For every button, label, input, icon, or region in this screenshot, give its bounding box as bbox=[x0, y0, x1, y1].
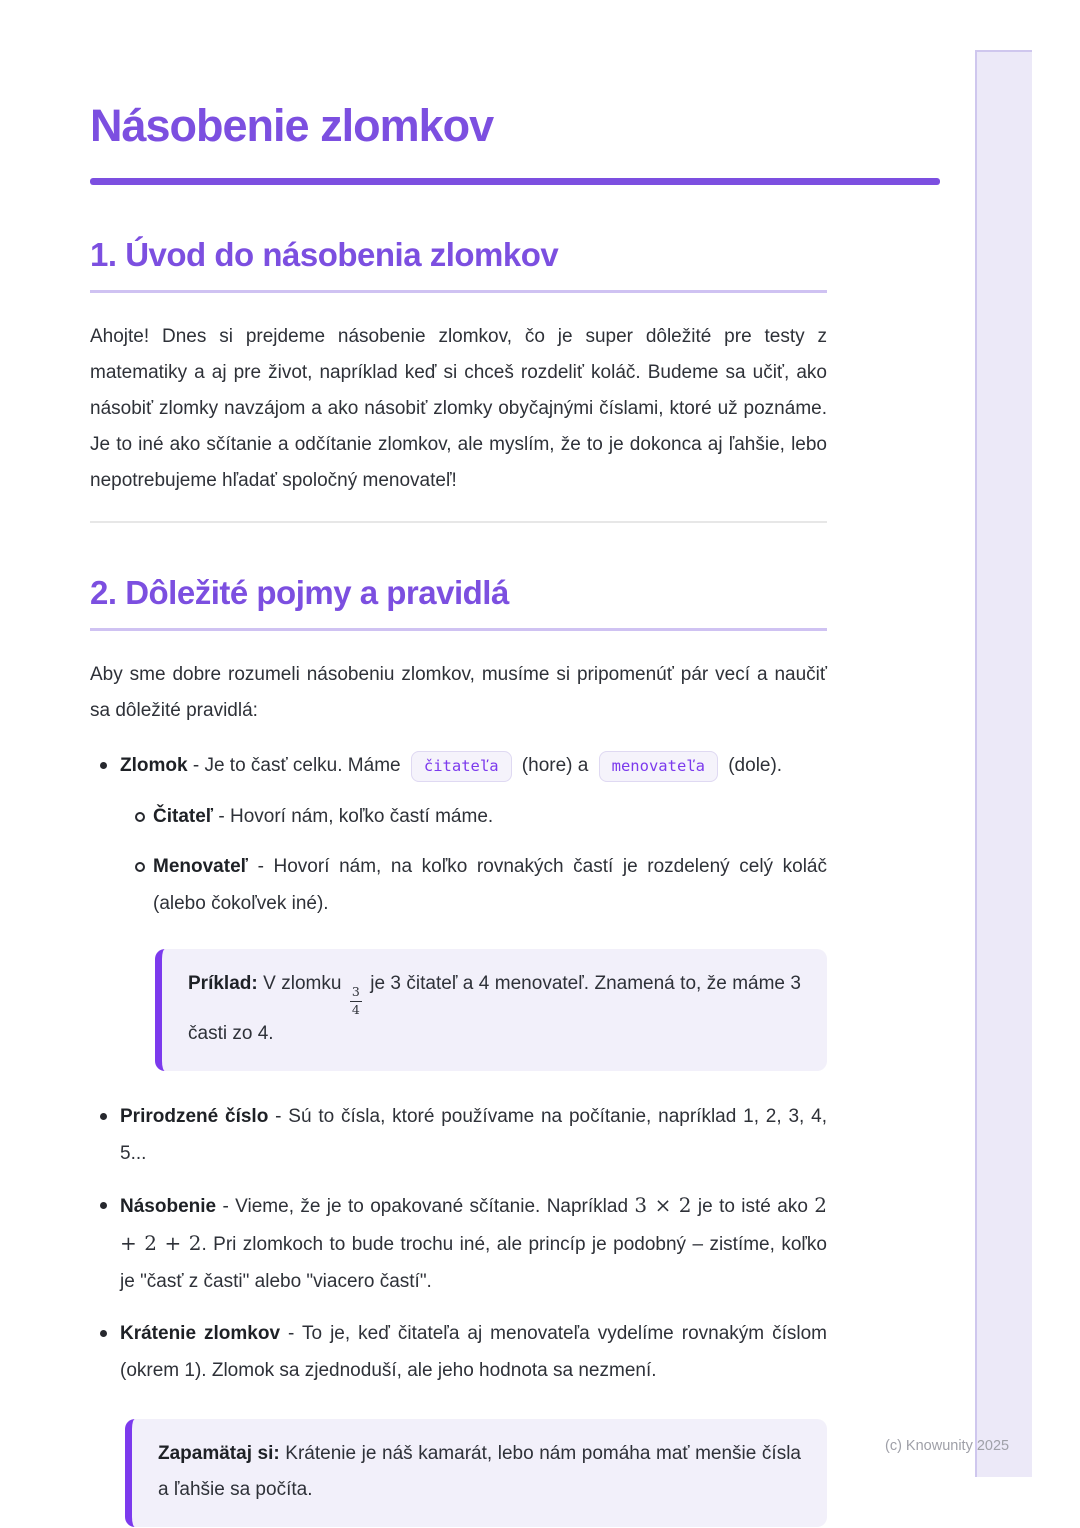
list-item-text: - Je to časť celku. Máme bbox=[187, 755, 406, 776]
callout-text: Krátenie je náš kamarát, lebo nám pomáha mať menšie čísla a ľahšie sa počíta. bbox=[158, 1443, 801, 1500]
title-rule bbox=[90, 178, 940, 185]
list-item-text: je to isté ako bbox=[691, 1196, 815, 1217]
term-prirodzene: Prirodzené číslo bbox=[120, 1106, 269, 1127]
list-item-zlomok bbox=[90, 747, 827, 785]
list-item-text: - Vieme, že je to opakované sčítanie. Napríklad bbox=[216, 1196, 635, 1217]
list-item-menovatel bbox=[90, 848, 827, 922]
term-kratenie: Krátenie zlomkov bbox=[120, 1323, 281, 1344]
section2-intro: Aby sme dobre rozumeli násobeniu zlomkov, musíme si pripomenúť pár vecí a naučiť sa dôležité pravidlá: bbox=[90, 664, 827, 721]
list-item-text: (hore) a bbox=[516, 755, 594, 776]
term-nasobenie: Násobenie bbox=[120, 1196, 217, 1217]
terms-list bbox=[90, 747, 827, 1389]
section1-heading: 1. Úvod do násobenia zlomkov bbox=[90, 235, 827, 293]
list-item-text: - Hovorí nám, na koľko rovnakých častí je rozdelený celý koláč (alebo čokoľvek iné). bbox=[153, 856, 827, 914]
page-title: Násobenie zlomkov bbox=[90, 100, 494, 151]
list-item-nasobenie bbox=[90, 1187, 827, 1300]
list-item-text: - Hovorí nám, koľko častí máme. bbox=[213, 806, 494, 827]
fraction-three-quarters bbox=[350, 986, 362, 1016]
callout-label: Príklad: bbox=[188, 973, 258, 994]
list-item-citatel bbox=[90, 798, 827, 835]
section-pojmy bbox=[90, 573, 827, 1527]
callout-zapamataj bbox=[125, 1419, 827, 1527]
fraction-denominator: 4 bbox=[351, 1001, 360, 1017]
term-zlomok: Zlomok bbox=[120, 755, 188, 776]
fraction-numerator: 3 bbox=[350, 986, 362, 1002]
section2-heading: 2. Dôležité pojmy a pravidlá bbox=[90, 573, 827, 631]
section-divider bbox=[90, 521, 827, 523]
page-edge-stripe bbox=[975, 50, 1032, 1477]
section1-paragraph: Ahojte! Dnes si prejdeme násobenie zlomkov, čo je super dôležité pre testy z matematiky a aj pre život, napríklad keď si chceš rozdeliť koláč. Budeme sa učiť, ako násobiť zlomky navzájom a ako násobiť zlomky obyčajnými číslami, ktoré už poznáme. Je to iné ako sčítanie a odčítanie zlomkov, ale myslím, že to je dokonca aj ľahšie, lebo nepotrebujeme hľadať spoločný menovateľ! bbox=[90, 326, 827, 491]
list-item-text: . Pri zlomkoch to bude trochu iné, ale princíp je podobný – zistíme, koľko je "časť z časti" alebo "viacero častí". bbox=[120, 1234, 827, 1292]
term-menovatel: Menovateľ bbox=[153, 856, 248, 877]
math-expression: 3 × 2 bbox=[634, 1193, 692, 1217]
footer-credit: (c) Knowunity 2025 bbox=[885, 1438, 1010, 1454]
callout-text: V zlomku bbox=[257, 973, 347, 994]
callout-priklad bbox=[155, 949, 827, 1071]
inline-code-menovatela: menovateľa bbox=[599, 751, 718, 782]
list-item-text: - Sú to čísla, ktoré používame na počítanie, napríklad 1, 2, 3, 4, 5... bbox=[120, 1106, 827, 1164]
inline-code-citatela: čitateľa bbox=[411, 751, 512, 782]
section-uvod bbox=[90, 235, 827, 499]
math-expression: 2 + 2 + 2 bbox=[120, 1193, 828, 1255]
list-item-text: (dole). bbox=[722, 755, 783, 776]
term-citatel: Čitateľ bbox=[153, 806, 214, 827]
list-item-text: - To je, keď čitateľa aj menovateľa vydelíme rovnakým číslom (okrem 1). Zlomok sa zjednoduší, ale jeho hodnota sa nezmení. bbox=[120, 1323, 827, 1381]
list-item-kratenie bbox=[90, 1315, 827, 1389]
callout-text: je 3 čitateľ a 4 menovateľ. Znamená to, že máme 3 časti zo 4. bbox=[188, 973, 801, 1044]
document-content bbox=[90, 0, 827, 1527]
callout-label: Zapamätaj si: bbox=[158, 1443, 280, 1464]
list-item-prirodzene bbox=[90, 1098, 827, 1172]
